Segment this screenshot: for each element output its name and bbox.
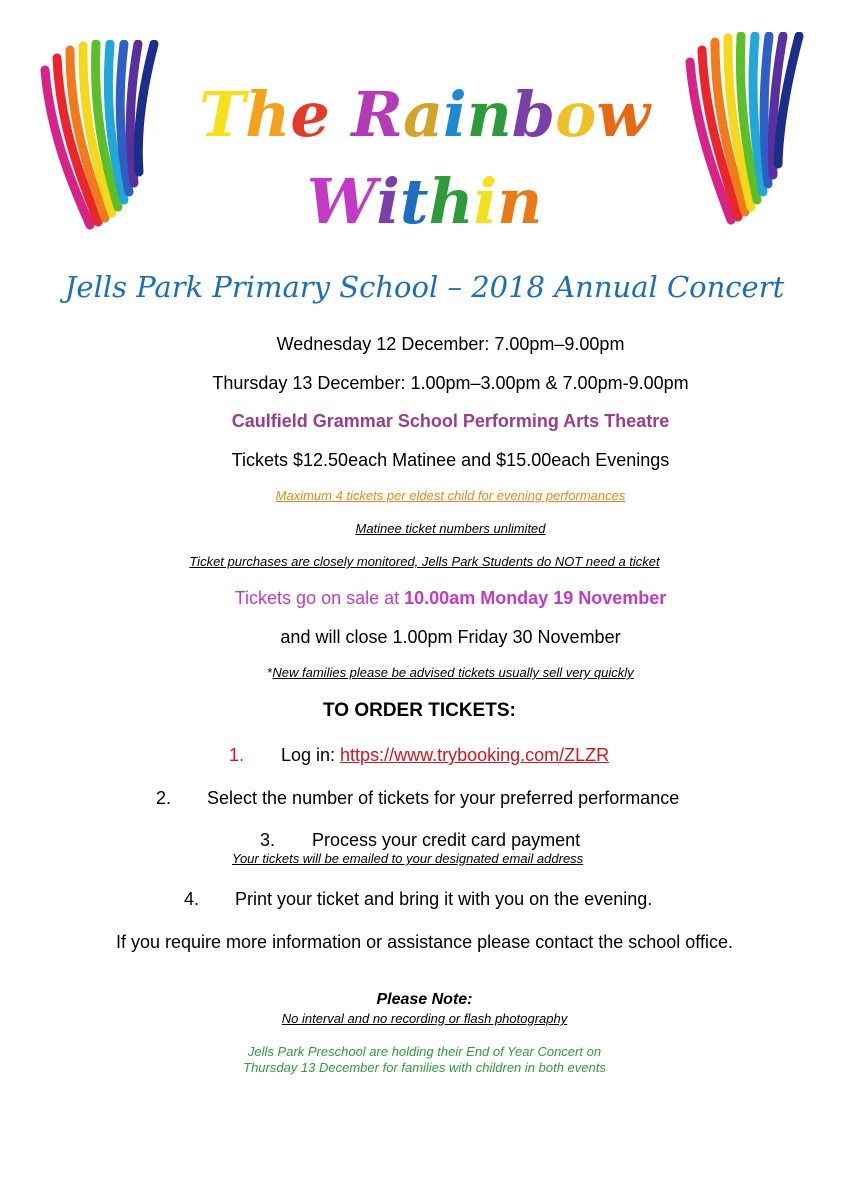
title-line-1-letter: a: [402, 78, 444, 151]
venue: Caulfield Grammar School Performing Arts Theatre: [231, 411, 670, 431]
step-3-note: Your tickets will be emailed to your designated email address: [232, 851, 584, 866]
max-tickets-note: Maximum 4 tickets per eldest child for evening performances: [275, 488, 626, 503]
title-line-1-text: [199, 78, 650, 151]
new-families-note: [0, 665, 849, 680]
title-line-2-letter: t: [399, 165, 429, 238]
sale-close: and will close 1.00pm Friday 30 November: [280, 627, 621, 647]
trybooking-link[interactable]: https://www.trybooking.com/ZLZR: [340, 745, 610, 765]
sale-prefix: Tickets go on sale at: [234, 588, 405, 608]
title-line-2-letter: W: [306, 165, 377, 238]
new-families-text: New families please be advised tickets usually sell very quickly: [272, 665, 634, 680]
title-line-2-letter: i: [473, 165, 498, 238]
ticket-prices: Tickets $12.50each Matinee and $15.00each Evenings: [231, 450, 670, 470]
preschool-note-line-2: Thursday 13 December for families with children in both events: [243, 1060, 606, 1075]
new-families-star: *: [267, 665, 273, 680]
please-note-heading: Please Note:: [376, 991, 473, 1008]
title-line-1-letter: w: [596, 78, 650, 151]
please-note-text: No interval and no recording or flash photography: [281, 1011, 568, 1026]
schedule-wednesday: Wednesday 12 December: 7.00pm–9.00pm: [276, 334, 625, 354]
step-2-number: 2.: [156, 788, 172, 808]
preschool-note-line-1: Jells Park Preschool are holding their End of Year Concert on: [247, 1044, 602, 1059]
matinee-unlimited-note: Matinee ticket numbers unlimited: [355, 521, 546, 536]
step-1-text: Log in:: [281, 745, 341, 765]
monitored-note: Ticket purchases are closely monitored, Jells Park Students do NOT need a ticket: [189, 554, 660, 569]
title-line-2-letter: h: [428, 165, 474, 238]
contact-info: If you require more information or assistance please contact the school office.: [116, 932, 733, 952]
step-3-text: Process your credit card payment: [312, 830, 581, 850]
title-line-2-letter: i: [376, 165, 400, 238]
schedule-thursday: Thursday 13 December: 1.00pm–3.00pm & 7.00pm-9.00pm: [212, 373, 689, 393]
title-line-2-letter: n: [497, 165, 543, 238]
step-4-number: 4.: [184, 889, 200, 909]
sale-open: [0, 588, 849, 609]
concert-subtitle: Jells Park Primary School – 2018 Annual Concert: [64, 270, 785, 304]
title-line-2-text: [307, 165, 543, 238]
sale-date: 10.00am Monday 19 November: [404, 588, 667, 608]
title-line-1-letter: R: [351, 78, 403, 151]
title-line-1-letter: b: [511, 78, 556, 151]
title-line-1-letter: n: [466, 78, 512, 151]
step-1: [281, 745, 609, 766]
title-line-1-letter: h: [245, 78, 291, 151]
step-3-number: 3.: [260, 830, 276, 850]
title-line-1-letter: o: [555, 78, 597, 151]
title-line-2: [0, 165, 849, 238]
title-line-1-letter: T: [199, 78, 246, 151]
title-line-1-letter: e: [290, 78, 330, 151]
step-2-text: Select the number of tickets for your preferred performance: [207, 788, 680, 808]
order-heading: TO ORDER TICKETS:: [323, 700, 516, 721]
title-line-1-letter: i: [443, 78, 467, 151]
title-line-1-letter: [330, 78, 352, 151]
step-4-text: Print your ticket and bring it with you on the evening.: [235, 889, 653, 909]
title-line-1: [0, 78, 849, 151]
step-1-number: 1.: [229, 745, 245, 765]
